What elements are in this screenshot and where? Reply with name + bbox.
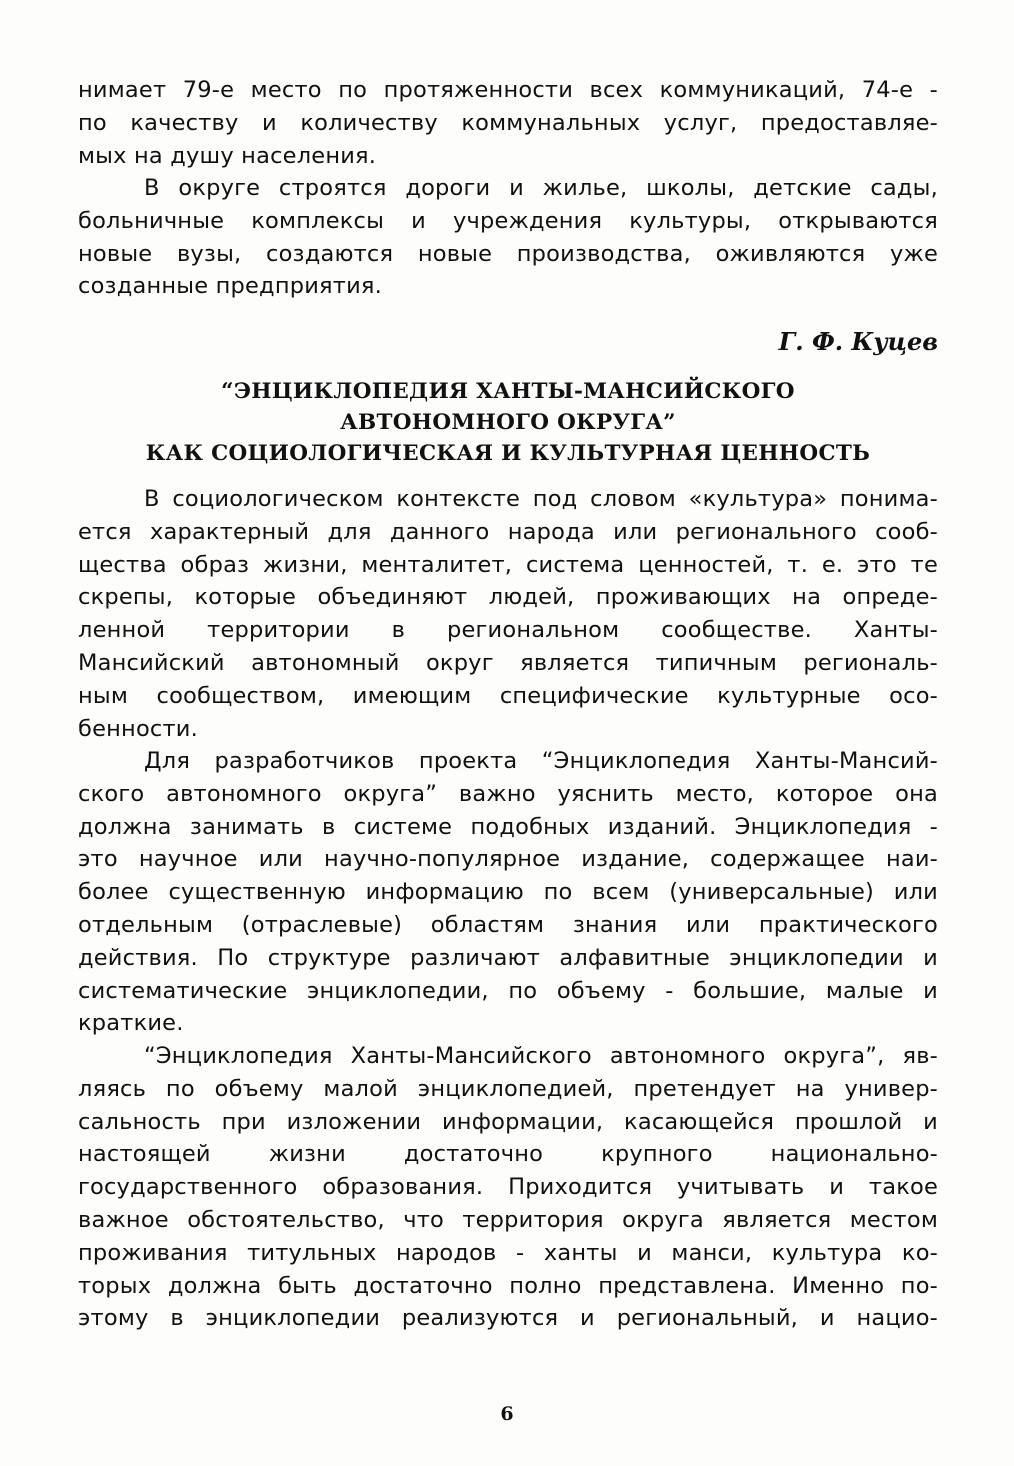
text-line: должна занимать в системе подобных изданий. Энциклопедия -	[78, 813, 938, 840]
paragraph-encyclopedia-definition	[78, 745, 938, 1040]
text-line: Для разработчиков проекта “Энциклопедия Ханты-Мансий-	[144, 748, 938, 774]
text-line: более существенную информацию по всем (универсальные) или	[78, 879, 938, 906]
text-line: В социологическом контексте под словом «культура» понима-	[144, 486, 938, 512]
paragraph-construction	[78, 172, 938, 303]
paragraph-culture	[78, 483, 938, 745]
text-line: мых на душу населения.	[78, 142, 377, 169]
text-line: нимает 79-е место по протяженности всех коммуникаций, 74-е -	[78, 77, 938, 103]
text-line: краткие.	[78, 1010, 184, 1037]
title-line: АВТОНОМНОГО ОКРУГА”	[340, 410, 676, 435]
text-line: новые вузы, создаются новые производства, оживляются уже	[78, 240, 938, 267]
paragraph-encyclopedia-scope	[78, 1040, 938, 1335]
text-line: ляясь по объему малой энциклопедией, претендует на универ-	[78, 1075, 938, 1102]
title-line: “ЭНЦИКЛОПЕДИЯ ХАНТЫ-МАНСИЙСКОГО	[221, 379, 795, 404]
text-line: торых должна быть достаточно полно представлена. Именно по-	[78, 1272, 938, 1299]
text-line: это научное или научно-популярное издание, содержащее наи-	[78, 846, 938, 873]
text-line: бенности.	[78, 715, 198, 742]
text-line: сальность при изложении информации, касающейся прошлой и	[78, 1108, 938, 1135]
text-line: государственного образования. Приходится учитывать и такое	[78, 1174, 938, 1201]
text-line: важное обстоятельство, что территория округа является местом	[78, 1206, 938, 1233]
text-line: отдельным (отраслевые) областям знания или практического	[78, 911, 938, 938]
text-line: ленной территории в региональном сообществе. Ханты-	[78, 617, 938, 644]
text-line: проживания титульных народов - ханты и манси, культура ко-	[78, 1239, 938, 1266]
title-line: КАК СОЦИОЛОГИЧЕСКАЯ И КУЛЬТУРНАЯ ЦЕННОСТЬ	[145, 441, 871, 466]
text-line: В округе строятся дороги и жилье, школы, детские сады,	[144, 175, 938, 201]
text-line: щества образ жизни, менталитет, система ценностей, т. е. это те	[78, 551, 938, 578]
text-line: настоящей жизни достаточно крупного национально-	[78, 1141, 938, 1168]
page-number: 6	[500, 1403, 514, 1425]
intro-paragraph	[78, 74, 938, 172]
text-line: скрепы, которые объединяют людей, проживающих на опреде-	[78, 584, 938, 611]
article-title	[78, 376, 938, 469]
text-line: по качеству и количеству коммунальных услуг, предоставляе-	[78, 109, 938, 136]
text-line: “Энциклопедия Ханты-Мансийского автономного округа”, яв-	[144, 1043, 938, 1069]
text-line: этому в энциклопедии реализуются и региональный, и нацио-	[78, 1305, 938, 1332]
text-line: ется характерный для данного народа или регионального сооб-	[78, 518, 938, 545]
author-signature: Г. Ф. Куцев	[778, 327, 938, 356]
text-line: созданные предприятия.	[78, 273, 382, 300]
text-line: систематические энциклопедии, по объему - большие, малые и	[78, 977, 938, 1004]
text-line: ным сообществом, имеющим специфические культурные осо-	[78, 682, 938, 709]
text-line: действия. По структуре различают алфавитные энциклопедии и	[78, 944, 938, 971]
text-line: больничные комплексы и учреждения культуры, открываются	[78, 207, 938, 234]
text-line: Мансийский автономный округ является типичным региональ-	[78, 649, 938, 676]
text-line: ского автономного округа” важно уяснить место, которое она	[78, 780, 938, 807]
